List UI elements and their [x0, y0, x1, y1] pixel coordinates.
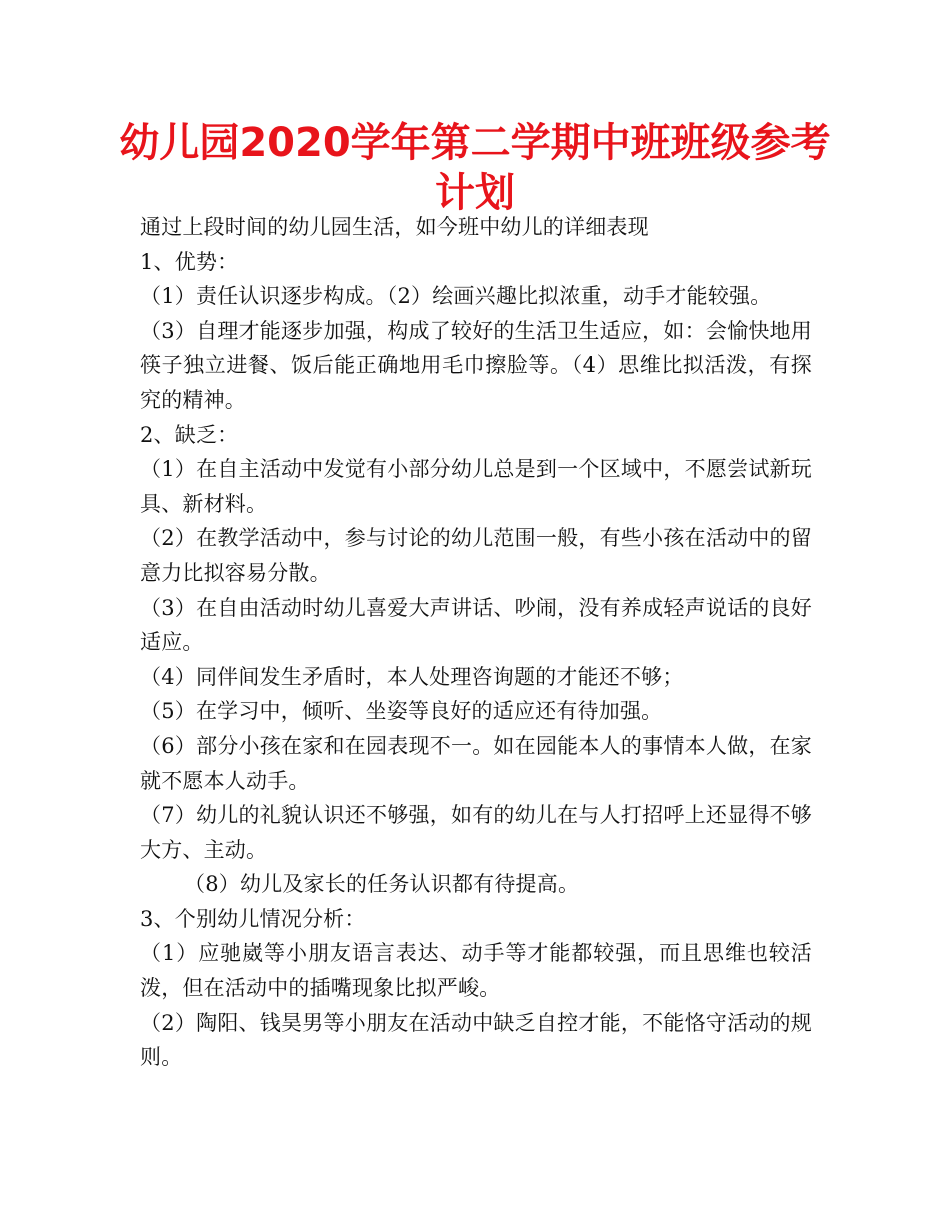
paragraph: （2）陶阳、钱昊男等小朋友在活动中缺乏自控才能，不能恪守活动的规则。 — [140, 1010, 812, 1070]
paragraph: （3）在自由活动时幼儿喜爱大声讲话、吵闹，没有养成轻声说话的良好适应。 — [140, 595, 812, 655]
document-body — [140, 210, 812, 1075]
paragraph-indented: （8）幼儿及家长的任务认识都有待提高。 — [184, 872, 580, 897]
paragraph: （1）责任认识逐步构成。（2）绘画兴趣比拟浓重，动手才能较强。 — [140, 284, 772, 309]
section-heading-shortcomings: 2、缺乏： — [140, 422, 239, 447]
document-title: 幼儿园2020学年第二学期中班班级参考计划 — [119, 120, 831, 216]
paragraph: （4）同伴间发生矛盾时，本人处理咨询题的才能还不够； — [140, 664, 684, 689]
paragraph: （3）自理才能逐步加强，构成了较好的生活卫生适应，如：会愉快地用筷子独立进餐、饭后能正确地用毛巾擦脸等。（4）思维比拟活泼，有探究的精神。 — [140, 318, 812, 412]
paragraph: （2）在教学活动中，参与讨论的幼儿范围一般，有些小孩在活动中的留意力比拟容易分散。 — [140, 526, 812, 585]
paragraph: （1）在自主活动中发觉有小部分幼儿总是到一个区域中，不愿尝试新玩具、新材料。 — [140, 457, 812, 516]
section-heading-advantages: 1、优势： — [140, 249, 239, 274]
paragraph: （1）应驰崴等小朋友语言表达、动手等才能都较强，而且思维也较活泼，但在活动中的插嘴现象比拟严峻。 — [140, 941, 812, 1001]
paragraph: （6）部分小孩在家和在园表现不一。如在园能本人的事情本人做，在家就不愿本人动手。 — [140, 733, 812, 793]
section-heading-individual-analysis: 3、个别幼儿情况分析： — [140, 906, 366, 931]
paragraph-intro: 通过上段时间的幼儿园生活，如今班中幼儿的详细表现 — [140, 215, 649, 239]
paragraph: （5）在学习中，倾听、坐姿等良好的适应还有待加强。 — [140, 699, 663, 724]
paragraph: （7）幼儿的礼貌认识还不够强，如有的幼儿在与人打招呼上还显得不够大方、主动。 — [140, 803, 812, 862]
